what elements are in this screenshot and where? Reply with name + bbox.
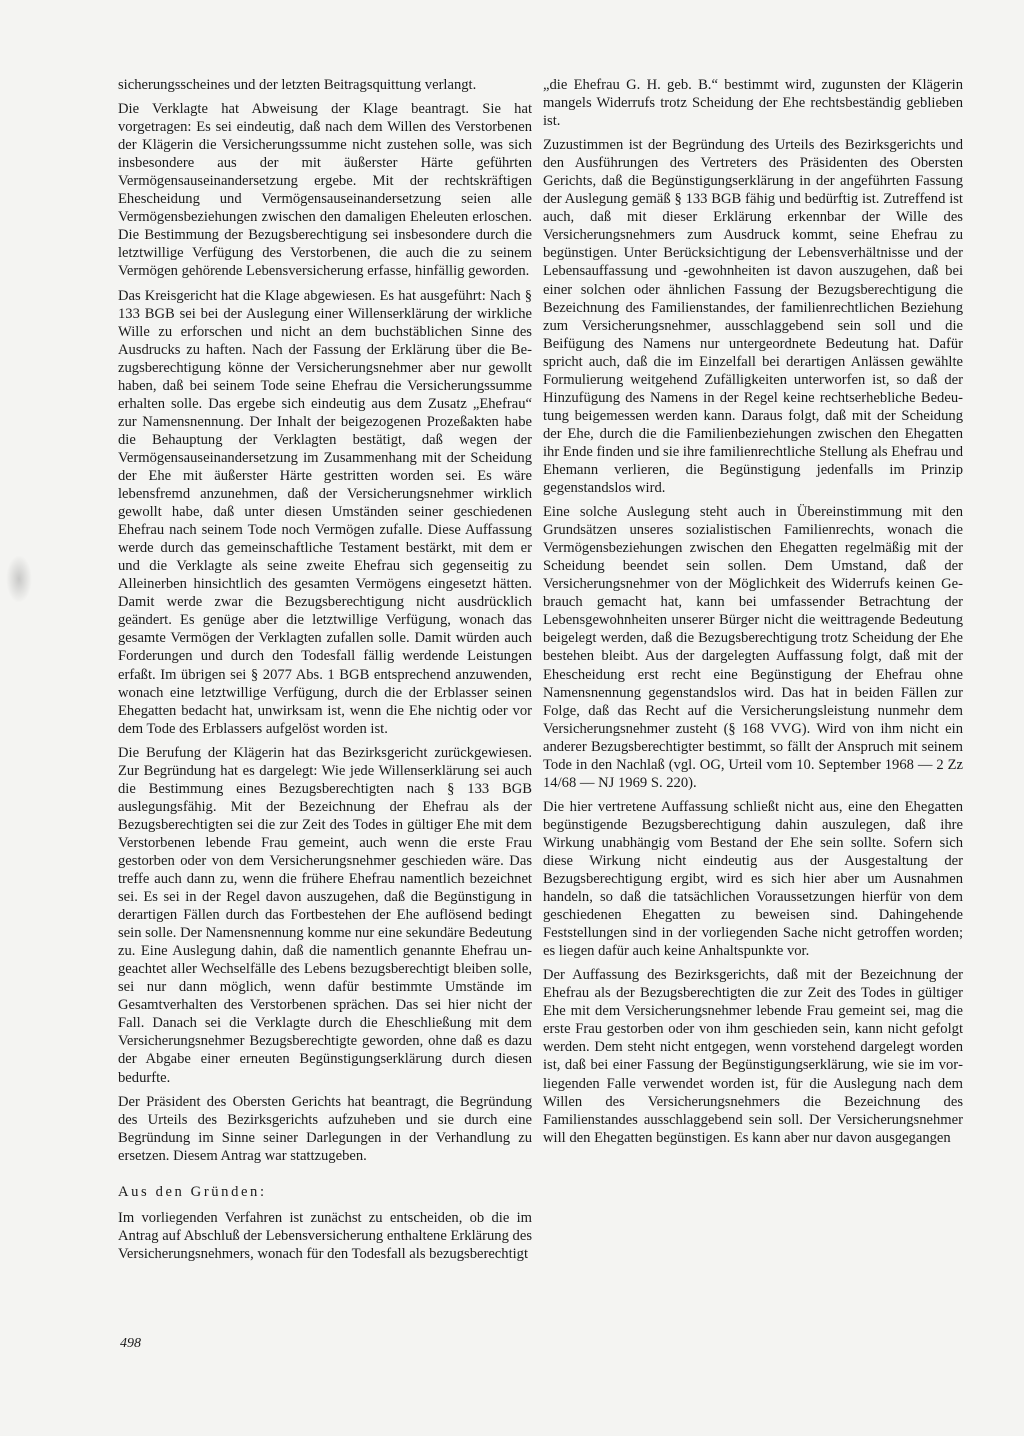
scan-smudge (6, 555, 32, 603)
paragraph: Das Kreisgericht hat die Klage abgewiesen. Es hat ausgeführt: Nach § 133 BGB sei bei der Auslegung einer Willenserklärung der wirkliche Wille zu erforschen und nicht an dem buchstäblichen Sinne des Ausdrucks zu haften. Nach der Fassung der Erklärung über die Bezugsberechtigung könne der Versicherungsnehmer aber nur gewollt haben, daß bei seinem Tode seine Ehefrau die Versicherungssumme erhalten solle. Das ergebe sich eindeutig aus dem Zusatz „Ehefrau“ zur Namensnennung. Der Inhalt der beigezogenen Prozeßakten habe die Behauptung der Verklagten bestätigt, daß wegen der Vermögensauseinandersetzung im Zusammenhang mit der Scheidung der Ehe mit äußerster Härte gestritten worden sei. Es wäre lebensfremd anzunehmen, daß der Versicherungsnehmer wirklich gewollt habe, daß unter diesen Umständen seiner geschiedenen Ehefrau nach seinem Tode noch Vermögen zufalle. Diese Auffassung werde durch das gemeinschaftliche Testament bestärkt, mit dem er und die Verklagte als seine zweite Ehefrau sich gegenseitig zu Alleinerben hinsichtlich des gesamten Vermögens eingesetzt hätten. Damit werde zwar die Bezugsberechtigung nicht ausdrücklich geändert. Es genüge aber die letztwillige Verfügung, wonach das gesamte Vermögen der Verklagten zufallen solle. Damit würden auch Forderungen und durch den Todesfall fällig werdende Leistungen erfaßt. Im übrigen sei § 2077 Abs. 1 BGB entsprechend anzuwenden, wonach eine letztwillige Verfügung, durch die der Erblasser seinen Ehegatten bedacht hat, unwirksam ist, wenn die Ehe nichtig oder vor dem Tode des Erblassers aufgelöst worden ist. (118, 287, 532, 737)
paragraph: Zuzustimmen ist der Begründung des Urteils des Bezirksgerichts und den Ausführungen des Vertreters des Präsidenten des Obersten Gerichts, daß die Begünstigungserklärung in der angeführten Fassung der Auslegung gemäß § 133 BGB fähig und bedürftig ist. Zutreffend ist auch, daß mit dieser Erklärung erkennbar der Wille des Versicherungsnehmers zum Ausdruck kommt, seine Ehefrau zu begünstigen. Unter Berücksichtigung der Lebensverhältnisse und der Lebensauffassung und -gewohnheiten ist davon auszugehen, daß bei einer solchen oder ähnlichen Fassung der Bezugsberechtigung die Bezeichnung des Familienstandes, der familienrechtlichen Beziehung zum Versicherungsnehmer, ausschlaggebend sein soll und die Beifügung des Namens nur untergeordnete Bedeutung hat. Dafür spricht auch, daß die im Einzelfall bei derartigen Anlässen gewählte Formulierung weitgehend Zufälligkeiten unterworfen ist, so daß der Hinzufügung des Namens in der Regel keine rechtserhebliche Bedeutung beigemessen werden kann. Daraus folgt, daß mit der Scheidung der Ehe, durch die die Familienbeziehungen zwischen den Ehegatten ihr Ende finden und sie ihre familienrechtliche Stellung als Ehefrau und Ehemann verlieren, die Begünstigung jedenfalls im Prinzip gegenstandslos wird. (543, 137, 963, 497)
paragraph: Im vorliegenden Verfahren ist zunächst zu entscheiden, ob die im Antrag auf Abschluß der Lebensversicherung enthaltene Erklärung des Versicherungsnehmers, wonach für den Todesfall als bezugsberechtigt (118, 1209, 532, 1262)
paragraph: Der Auffassung des Bezirksgerichts, daß mit der Bezeichnung der Ehefrau als der Bezugsberechtigten die zur Zeit des Todes in gültiger Ehe mit dem Versicherungsnehmer lebende Frau gemeint sei, mag die erste Frau gestorben oder von ihm geschieden sein, kann nicht gefolgt werden. Dem steht nicht entgegen, wenn vorstehend dargelegt worden ist, daß bei einer Fassung der Begünstigungserklärung, wie sie im vorliegenden Falle verwendet worden ist, für die Auslegung nach dem Willen des Versicherungsnehmers die Bezeichnung des Familienstandes ausschlaggebend sein soll. Der Versicherungsnehmer will den Ehegatten begünstigen. Es kann aber nur davon ausgegangen (543, 967, 963, 1146)
paragraph: Die Berufung der Klägerin hat das Bezirksgericht zurückgewiesen. Zur Begründung hat es dargelegt: Wie jede Willenserklärung sei auch die Bestimmung eines Bezugsberechtigten nach § 133 BGB auslegungsfähig. Mit der Bezeichnung der Ehefrau als der Bezugsberechtigten sei die zur Zeit des Todes in gültiger Ehe mit dem Verstorbenen lebende Frau gemeint, auch wenn die erste Frau gestorben oder von dem Versicherungsnehmer geschieden wäre. Das treffe auch dann zu, wenn die frühere Ehefrau namentlich bezeichnet sei. Es sei in der Regel davon auszugehen, daß die Begünstigung in derartigen Fällen durch das Fortbestehen der Ehe auflösend bedingt sein solle. Der Namensnennung komme nur eine sekundäre Bedeutung zu. Eine Auslegung dahin, daß die namentlich genannte Ehefrau ungeachtet aller Wechselfälle des Lebens bezugsberechtigt bleiben solle, sei nur dann möglich, wenn dafür bestimmte Umstände im Gesamtverhalten des Verstorbenen sprächen. Das sei hier nicht der Fall. Danach sei die Verklagte durch die Eheschließung mit dem Versicherungsnehmer Bezugsberechtigte geworden, ohne daß es dazu der Abgabe einer erneuten Begünstigungserklärung durch diesen bedurfte. (118, 744, 532, 1086)
section-heading: Aus den Gründen: (118, 1183, 267, 1200)
paragraph: „die Ehefrau G. H. geb. B.“ bestimmt wird, zugunsten der Klägerin mangels Widerrufs trotz Scheidung der Ehe rechtsbeständig geblieben ist. (543, 77, 963, 130)
page-number: 498 (120, 1336, 141, 1351)
paragraph: Die hier vertretene Auffassung schließt nicht aus, eine den Ehegatten begünstigende Bezugsberechtigung dahin auszulegen, daß ihre Wirkung unabhängig vom Bestand der Ehe sein sollte. Sofern sich diese Wirkung nicht eindeutig aus der Ausgestaltung der Bezugsberechtigung ergibt, wird es sich hier aber um Ausnahmen handeln, so daß die tatsächlichen Voraussetzungen hierfür von dem geschiedenen Ehegatten zu beweisen sind. Dahingehende Feststellungen sind in der vorliegenden Sache nicht getroffen worden; es liegen dafür auch keine Anhaltspunkte vor. (543, 798, 963, 960)
right-column (543, 76, 963, 1153)
paragraph: Der Präsident des Obersten Gerichts hat beantragt, die Begründung des Urteils des Bezirksgerichts aufzuheben und sie durch eine Begründung im Sinne seiner Darlegungen in der Verhandlung zu ersetzen. Diesem Antrag war stattzugeben. (118, 1093, 532, 1164)
paragraph: sicherungsscheines und der letzten Beitragsquittung verlangt. (118, 77, 477, 93)
paragraph: Eine solche Auslegung steht auch in Übereinstimmung mit den Grundsätzen unseres sozialistischen Familienrechts, wonach die Vermögensbeziehungen zwischen den Ehegatten regelmäßig mit der Scheidung beendet sein sollen. Dem Umstand, daß der Versicherungsnehmer von der Möglichkeit des Widerrufs keinen Gebrauch gemacht hat, kann bei umfassender Betrachtung der Lebensgewohnheiten unserer Bürger nicht die weittragende Bedeutung beigelegt werden, daß die Bezugsberechtigung trotz Scheidung der Ehe bestehen bleibt. Aus der dargelegten Auffassung folgt, daß mit der Ehescheidung erst recht eine Begünstigung der Ehefrau ohne Namensnennung gegenstandslos wird. Das hat in beiden Fällen zur Folge, daß das Recht auf die Versicherungsleistung nunmehr dem Versicherungsnehmer zusteht (§ 168 VVG). Wird von ihm nicht ein anderer Bezugsberechtigter bestimmt, so fällt der Anspruch mit seinem Tode in den Nachlaß (vgl. OG, Urteil vom 10. September 1968 — 2 Zz 14/68 — NJ 1969 S. 220). (543, 504, 963, 791)
left-column (118, 76, 532, 1269)
paragraph: Die Verklagte hat Abweisung der Klage beantragt. Sie hat vorgetragen: Es sei eindeutig, daß nach dem Willen des Verstorbenen der Klägerin die Versicherungssumme nicht zustehen solle, was sich insbesondere aus der mit äußerster Härte geführten Vermögensauseinandersetzung ergebe. Mit der rechtskräftigen Ehescheidung und Vermögensauseinandersetzung seien alle Vermögensbeziehungen zwischen den damaligen Eheleuten erloschen. Die Bestimmung der Bezugsberechtigung sei insbesondere durch die letztwillige Verfügung des Verstorbenen, die auch die zu seinem Vermögen gehörende Lebensversicherung erfasse, hinfällig geworden. (118, 101, 532, 280)
